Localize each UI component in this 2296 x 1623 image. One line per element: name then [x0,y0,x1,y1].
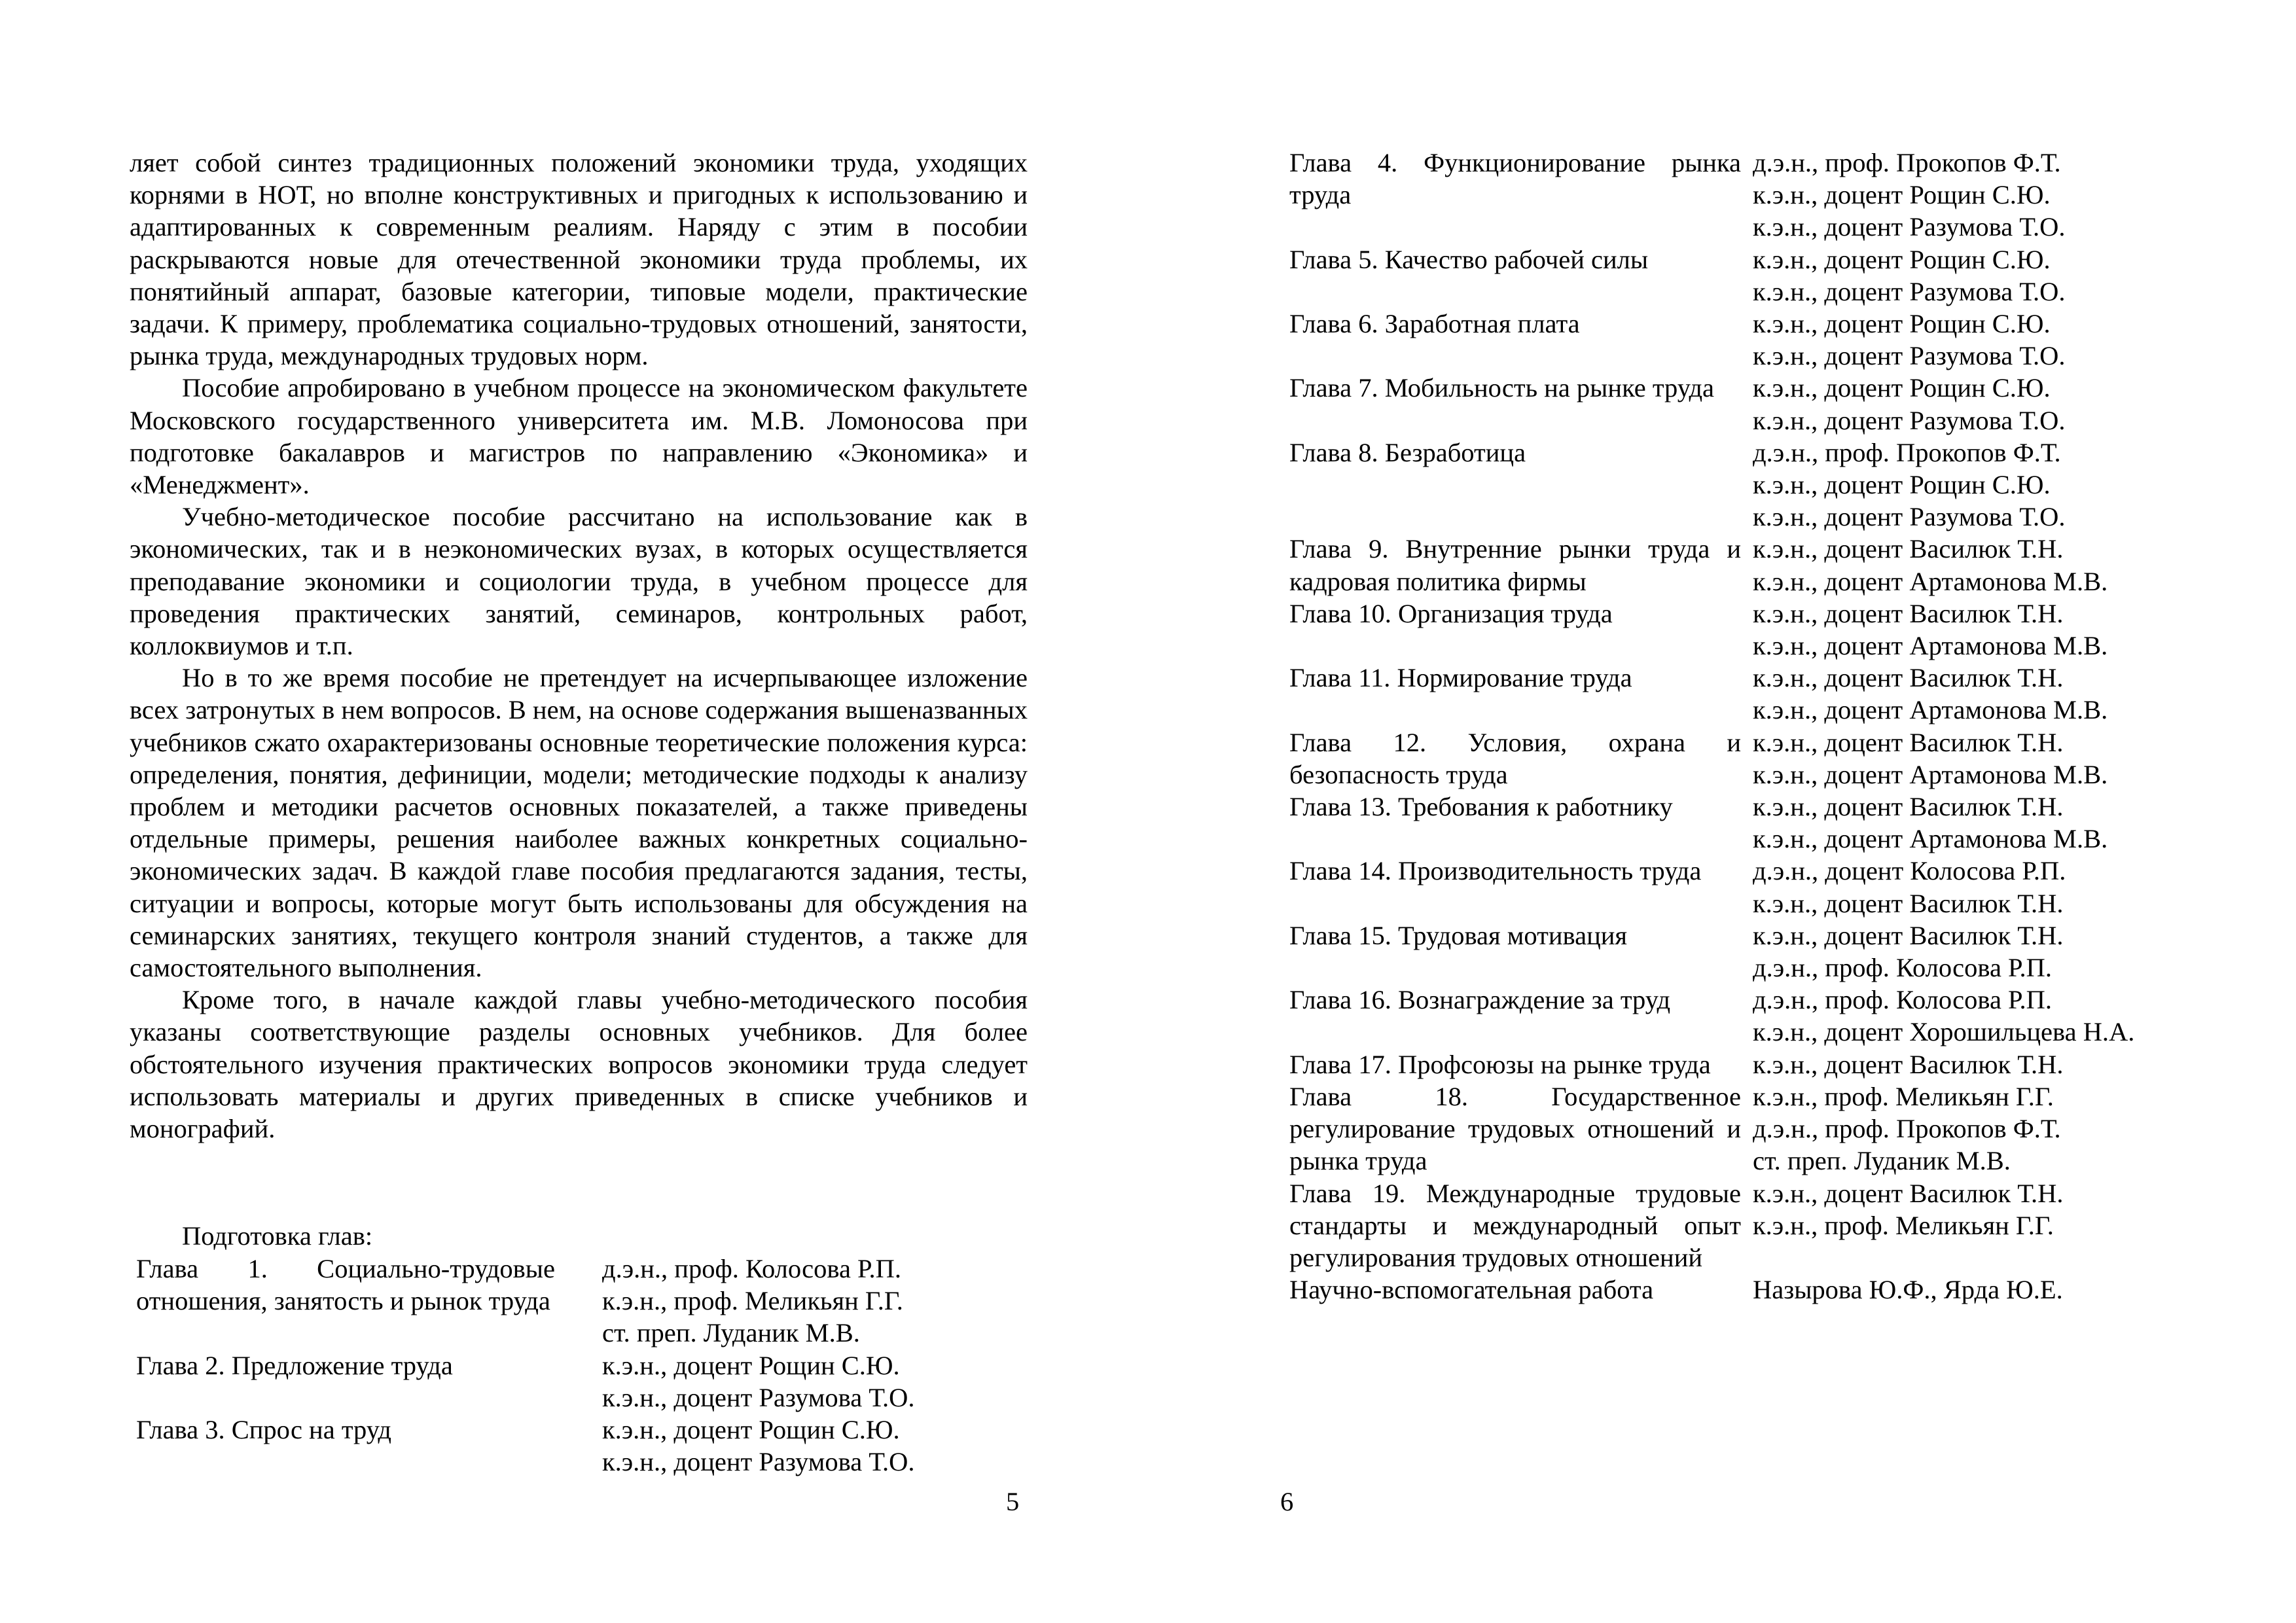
chapter-authors [1753,919,2063,984]
chapter-authors [1753,1274,2063,1306]
chapter-title: Научно-вспомогательная работа [1289,1275,1654,1305]
chapter-row [1289,372,2134,436]
author: к.э.н., доцент Хорошильцева Н.А. [1753,1017,2135,1047]
author: к.э.н., доцент Разумова Т.О. [1753,405,2066,435]
chapter-authors [1753,1048,2063,1080]
author: к.э.н., доцент Василюк Т.Н. [1753,792,2064,822]
paragraph: Кроме того, в начале каждой главы учебно-методического пособия указаны соответствующие разделы основных учебников. Для более обстоятельного изучения практических вопросов экономики труда следует использовать материалы и других приведенных в списке учебников и монографий. [130,985,1028,1144]
author: к.э.н., проф. Меликьян Г.Г. [1753,1210,2054,1240]
chapter-title: Глава 15. Трудовая мотивация [1289,920,1628,950]
author: к.э.н., проф. Меликьян Г.Г. [602,1286,903,1316]
page-number: 5 [1006,1487,1020,1516]
chapter-row [1289,1048,2134,1080]
chapter-authors-list [136,1253,914,1478]
chapter-row [1289,1274,2134,1306]
chapter-row [1289,662,2134,726]
paragraph: Пособие апробировано в учебном процессе на экономическом факультете Московского государственного университета им. М.В. Ломоносова при подготовке бакалавров и магистров по направлению «Экономика» и «Менеджмент». [130,373,1028,500]
author: д.э.н., доцент Колосова Р.П. [1753,856,2066,886]
author: д.э.н., проф. Прокопов Ф.Т. [1753,437,2061,467]
author: к.э.н., доцент Разумова Т.О. [1753,502,2066,532]
chapter-authors [1753,372,2065,436]
chapter-authors [1753,147,2065,243]
author: к.э.н., доцент Разумова Т.О. [602,1447,915,1477]
chapter-authors [1753,1080,2061,1177]
author: к.э.н., доцент Рощин С.Ю. [1753,309,2051,339]
paragraph: ляет собой синтез традиционных положений экономики труда, уходящих корнями в НОТ, но вполне конструктивных и пригодных к использованию и адаптированных к современным реалиям. Наряду с этим в пособии раскрываются новые для отечественной экономики труда проблемы, их понятийный аппарат, базовые категории, типовые модели, практические задачи. К примеру, проблематика социально-трудовых отношений, занятости, рынка труда, международных трудовых норм. [130,148,1028,371]
author: д.э.н., проф. Прокопов Ф.Т. [1753,148,2061,177]
author: к.э.н., доцент Василюк Т.Н. [1753,1178,2064,1208]
chapter-title: Глава 7. Мобильность на рынке труда [1289,373,1715,403]
chapter-title: Глава 14. Производительность труда [1289,856,1702,886]
chapter-authors [1753,308,2065,372]
author: д.э.н., проф. Колосова Р.П. [1753,985,2053,1015]
chapter-row [1289,855,2134,919]
author: к.э.н., проф. Меликьян Г.Г. [1753,1081,2054,1111]
chapter-authors [1753,533,2108,597]
author: к.э.н., доцент Рощин С.Ю. [1753,470,2051,500]
author: к.э.н., доцент Разумова Т.О. [1753,341,2066,371]
chapter-title: Глава 6. Заработная плата [1289,309,1580,339]
chapter-title: Глава 4. Функционирование рынка труда [1289,148,1741,210]
chapter-row [1289,726,2134,791]
right-page [1148,0,2296,1623]
author: д.э.н., проф. Колосова Р.П. [602,1254,902,1283]
author: к.э.н., доцент Артамонова М.В. [1753,566,2108,596]
author: ст. преп. Луданик М.В. [602,1318,860,1348]
chapter-title: Глава 18. Государственное регулирование трудовых отношений и рынка труда [1289,1081,1741,1176]
author: д.э.н., проф. Прокопов Ф.Т. [1753,1114,2061,1144]
chapter-title: Глава 16. Вознаграждение за труд [1289,985,1671,1015]
chapter-row [1289,791,2134,855]
chapter-title: Глава 8. Безработица [1289,437,1526,467]
chapter-title: Глава 12. Условия, охрана и безопасность труда [1289,727,1741,789]
chapter-authors [1753,1177,2063,1241]
author: к.э.н., доцент Рощин С.Ю. [1753,244,2051,274]
chapter-authors [1753,855,2066,919]
chapter-title: Глава 10. Организация труда [1289,598,1613,628]
author: к.э.н., доцент Василюк Т.Н. [1753,534,2064,564]
author: к.э.н., доцент Разумова Т.О. [1753,212,2066,242]
chapter-row [1289,243,2134,308]
chapter-authors [1753,984,2134,1048]
page-number: 6 [1280,1487,1294,1516]
preparation-title: Подготовка глав: [182,1221,373,1251]
chapter-authors [1753,437,2065,533]
chapter-authors [1753,597,2108,662]
author: к.э.н., доцент Артамонова М.В. [1753,695,2108,725]
paragraph: Но в то же время пособие не претендует на исчерпывающее изложение всех затронутых в нем вопросов. В нем, на основе содержания вышеназванных учебников сжато охарактеризованы основные теоретические положения курса: определения, понятия, дефиниции, модели; методические подходы к анализу проблем и методики расчетов основных показателей, а также приведены отдельные примеры, решения наиболее важных конкретных социально-экономических задач. В каждой главе пособия предлагаются задания, тесты, ситуации и вопросы, которые могут быть использованы для обсуждения на семинарских занятиях, текущего контроля знаний студентов, а также для самостоятельного выполнения. [130,663,1028,983]
author: к.э.н., доцент Артамонова М.В. [1753,631,2108,661]
paragraph: Учебно-методическое пособие рассчитано на использование как в экономических, так и в неэкономических вузах, в которых осуществляется преподавание экономики и социологии труда, в учебном процессе для проведения практических занятий, семинаров, контрольных работ, коллоквиумов и т.п. [130,502,1028,661]
author: к.э.н., доцент Рощин С.Ю. [1753,180,2051,210]
author: к.э.н., доцент Рощин С.Ю. [602,1415,900,1445]
author: к.э.н., доцент Василюк Т.Н. [1753,920,2064,950]
chapter-title: Глава 1. Социально-трудовые отношения, занятость и рынок труда [136,1254,555,1316]
chapter-title: Глава 19. Международные трудовые стандарты и международный опыт регулирования трудовых отношений [1289,1178,1741,1272]
author: ст. преп. Луданик М.В. [1753,1146,2011,1176]
author: к.э.н., доцент Артамонова М.В. [1753,759,2108,789]
chapter-row [1289,308,2134,372]
chapter-authors [1753,243,2065,308]
chapter-row [1289,1177,2134,1274]
chapter-title: Глава 11. Нормирование труда [1289,663,1632,693]
chapter-title: Глава 17. Профсоюзы на рынке труда [1289,1049,1711,1079]
chapter-row [1289,597,2134,662]
author: д.э.н., проф. Колосова Р.П. [1753,953,2053,983]
author: к.э.н., доцент Василюк Т.Н. [1753,598,2064,628]
chapter-row [1289,1080,2134,1177]
author: к.э.н., доцент Разумова Т.О. [602,1382,915,1412]
chapter-title: Глава 5. Качество рабочей силы [1289,244,1649,274]
chapter-authors [1753,791,2108,855]
author: к.э.н., доцент Василюк Т.Н. [1753,1049,2064,1079]
chapter-authors [1753,662,2108,726]
chapter-row [1289,437,2134,533]
chapter-row [1289,919,2134,984]
chapter-authors-list [1289,147,2134,1306]
chapter-title: Глава 13. Требования к работнику [1289,792,1673,822]
author: к.э.н., доцент Василюк Т.Н. [1753,663,2064,693]
chapter-row [136,1349,914,1414]
author: к.э.н., доцент Разумова Т.О. [1753,276,2066,306]
author: к.э.н., доцент Рощин С.Ю. [602,1350,900,1380]
author: к.э.н., доцент Рощин С.Ю. [1753,373,2051,403]
chapter-row [1289,147,2134,243]
chapter-title: Глава 9. Внутренние рынки труда и кадровая политика фирмы [1289,534,1741,596]
chapter-authors [1753,726,2108,791]
chapter-row [136,1414,914,1478]
chapter-row [1289,533,2134,597]
chapter-row [1289,984,2134,1048]
author: к.э.н., доцент Артамонова М.В. [1753,824,2108,854]
chapter-title: Глава 3. Спрос на труд [136,1415,392,1445]
author: к.э.н., доцент Василюк Т.Н. [1753,888,2064,918]
chapter-authors [602,1414,914,1478]
chapter-title: Глава 2. Предложение труда [136,1350,453,1380]
chapter-authors [602,1349,914,1414]
chapter-authors [602,1253,903,1349]
body-text [130,147,1028,1145]
chapter-row [136,1253,914,1349]
author: к.э.н., доцент Василюк Т.Н. [1753,727,2064,757]
author: Назырова Ю.Ф., Ярда Ю.Е. [1753,1275,2063,1305]
